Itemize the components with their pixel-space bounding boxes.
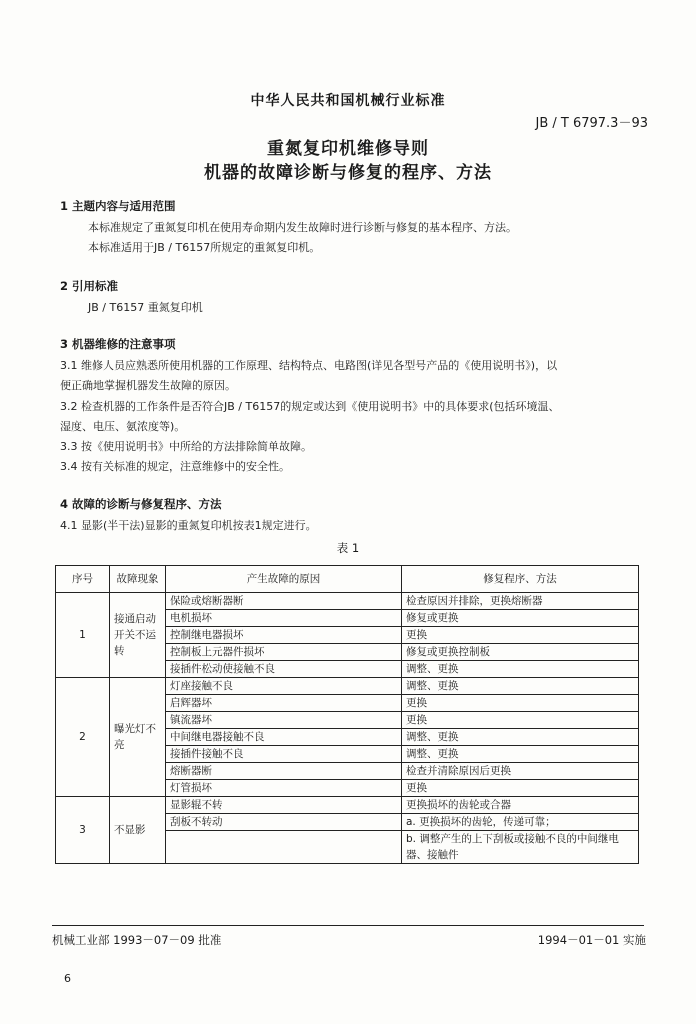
row-number: 2 xyxy=(56,678,110,797)
fault-cause: 控制板上元器件损坏 xyxy=(166,644,402,661)
paragraph: 本标准适用于JB / T6157所规定的重氮复印机。 xyxy=(88,241,321,254)
fault-cause: 熔断器断 xyxy=(166,763,402,780)
repair-method: 更换 xyxy=(402,695,639,712)
section-heading: 3 机器维修的注意事项 xyxy=(60,337,176,351)
standard-code: JB / T 6797.3－93 xyxy=(535,116,648,131)
section-heading: 4 故障的诊断与修复程序、方法 xyxy=(60,497,222,511)
repair-method: 调整、更换 xyxy=(402,746,639,763)
paragraph: 3.2 检查机器的工作条件是否符合JB / T6157的规定或达到《使用说明书》中的具体要求(包括环境温、 xyxy=(60,400,560,413)
repair-method: 修复或更换控制板 xyxy=(402,644,639,661)
header-fix: 修复程序、方法 xyxy=(402,566,639,593)
header-no: 序号 xyxy=(56,566,110,593)
repair-method: 调整、更换 xyxy=(402,678,639,695)
repair-method: 检查并清除原因后更换 xyxy=(402,763,639,780)
fault-diagnosis-table xyxy=(55,565,639,864)
repair-method: 更换损坏的齿轮或合器 xyxy=(402,797,639,814)
paragraph: JB / T6157 重氮复印机 xyxy=(88,301,203,314)
approval-date: 机械工业部 1993－07－09 批准 xyxy=(52,933,222,947)
page-number: 6 xyxy=(64,972,71,985)
fault-cause: 中间继电器接触不良 xyxy=(166,729,402,746)
fault-cause: 启辉器坏 xyxy=(166,695,402,712)
fault-cause xyxy=(166,831,402,864)
document-subtitle: 机器的故障诊断与修复的程序、方法 xyxy=(204,163,492,183)
section-heading: 2 引用标准 xyxy=(60,279,119,293)
section-heading: 1 主题内容与适用范围 xyxy=(60,199,176,213)
fault-symptom: 曝光灯不亮 xyxy=(110,678,166,797)
paragraph: 3.3 按《使用说明书》中所给的方法排除简单故障。 xyxy=(60,440,312,453)
table-row xyxy=(56,678,639,695)
repair-method: 修复或更换 xyxy=(402,610,639,627)
table-row xyxy=(56,797,639,814)
table-header-row xyxy=(56,566,639,593)
table-caption: 表 1 xyxy=(336,541,360,555)
footer-divider xyxy=(52,925,644,926)
paragraph: 3.1 维修人员应熟悉所使用机器的工作原理、结构特点、电路图(详见各型号产品的《使用说明书》)，以 xyxy=(60,359,558,372)
paragraph: 3.4 按有关标准的规定，注意维修中的安全性。 xyxy=(60,460,290,473)
repair-method: 更换 xyxy=(402,712,639,729)
repair-method: 检查原因并排除，更换熔断器 xyxy=(402,593,639,610)
fault-cause: 灯座接触不良 xyxy=(166,678,402,695)
repair-method: 调整、更换 xyxy=(402,661,639,678)
fault-cause: 接插件接触不良 xyxy=(166,746,402,763)
fault-symptom: 接通启动开关不运转 xyxy=(110,593,166,678)
header-cause: 产生故障的原因 xyxy=(166,566,402,593)
paragraph: 湿度、电压、氨浓度等)。 xyxy=(60,420,186,433)
standard-header: 中华人民共和国机械行业标准 xyxy=(250,93,446,109)
fault-cause: 灯管损坏 xyxy=(166,780,402,797)
header-symptom: 故障现象 xyxy=(110,566,166,593)
repair-method: 更换 xyxy=(402,780,639,797)
row-number: 1 xyxy=(56,593,110,678)
fault-cause: 保险或熔断器断 xyxy=(166,593,402,610)
fault-cause: 刮板不转动 xyxy=(166,814,402,831)
fault-cause: 控制继电器损坏 xyxy=(166,627,402,644)
repair-method: b. 调整产生的上下刮板或接触不良的中间继电器、接触件 xyxy=(402,831,639,864)
row-number: 3 xyxy=(56,797,110,864)
paragraph: 本标准规定了重氮复印机在使用寿命期内发生故障时进行诊断与修复的基本程序、方法。 xyxy=(88,221,517,234)
table-row xyxy=(56,593,639,610)
paragraph: 4.1 显影(半干法)显影的重氮复印机按表1规定进行。 xyxy=(60,519,317,532)
repair-method: 更换 xyxy=(402,627,639,644)
repair-method: 调整、更换 xyxy=(402,729,639,746)
document-title: 重氮复印机维修导则 xyxy=(267,139,429,159)
effective-date: 1994－01－01 实施 xyxy=(537,933,646,947)
repair-method: a. 更换损坏的齿轮，传递可靠； xyxy=(402,814,639,831)
fault-cause: 接插件松动使接触不良 xyxy=(166,661,402,678)
fault-cause: 镇流器坏 xyxy=(166,712,402,729)
fault-cause: 电机损坏 xyxy=(166,610,402,627)
paragraph: 便正确地掌握机器发生故障的原因。 xyxy=(60,379,236,392)
fault-cause: 显影辊不转 xyxy=(166,797,402,814)
fault-symptom: 不显影 xyxy=(110,797,166,864)
